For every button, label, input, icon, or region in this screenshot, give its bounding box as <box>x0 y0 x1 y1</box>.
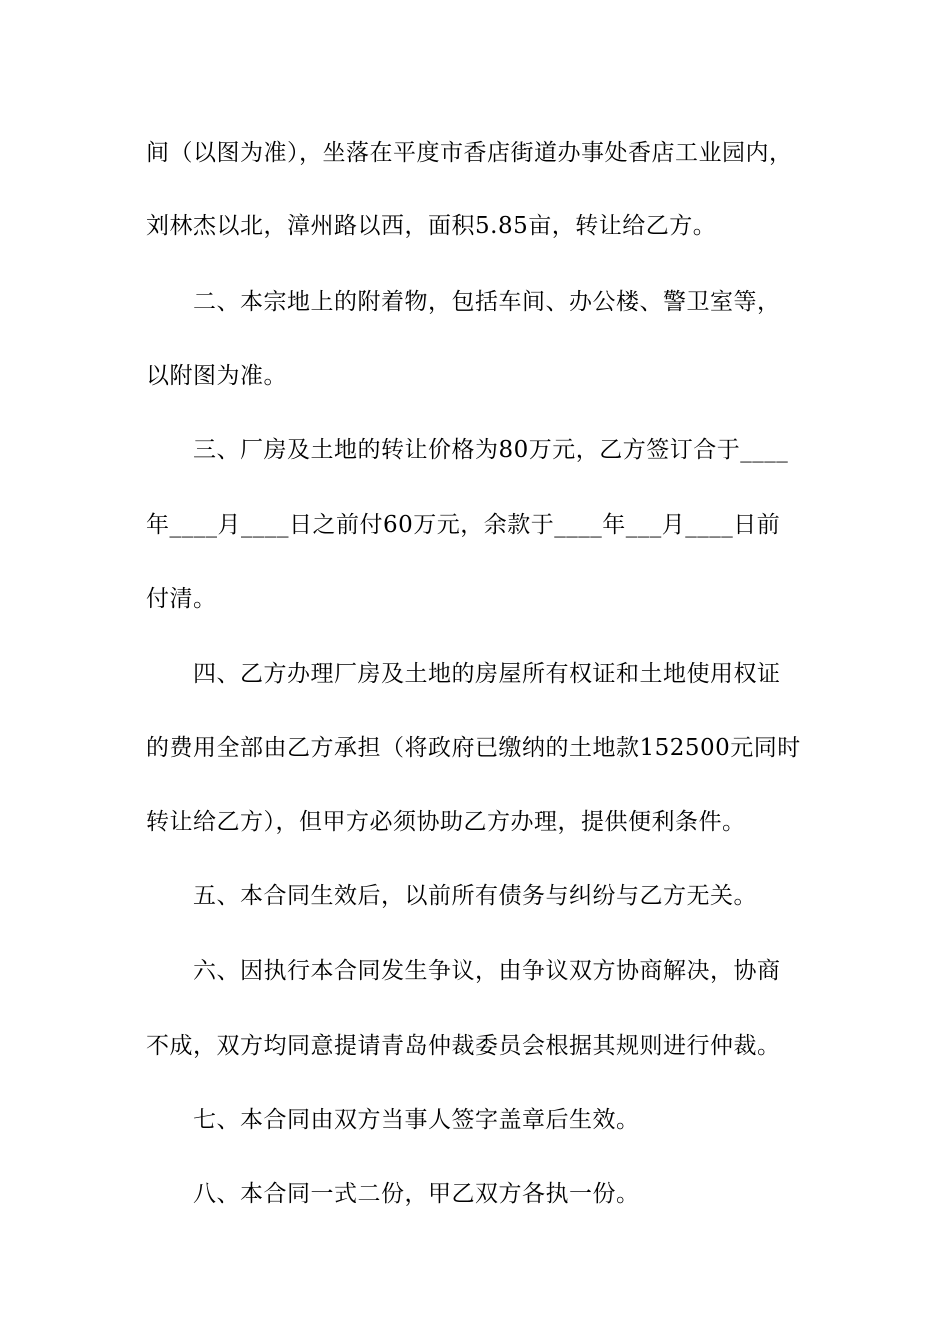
clause-2-line-2: 以附图为准。 <box>146 363 287 389</box>
clause-4-line-3: 转让给乙方），但甲方必须协助乙方办理，提供便利条件。 <box>146 809 746 835</box>
clause-6-line-1: 六、因执行本合同发生争议，由争议双方协商解决，协商 <box>193 958 781 984</box>
text-line-1: 间（以图为准），坐落在平度市香店街道办事处香店工业园内， <box>146 140 793 166</box>
clause-4-line-1: 四、乙方办理厂房及土地的房屋所有权证和土地使用权证 <box>193 661 781 687</box>
clause-4-line-2: 的费用全部由乙方承担（将政府已缴纳的土地款152500元同时 <box>146 735 801 761</box>
clause-2-line-1: 二、本宗地上的附着物，包括车间、办公楼、警卫室等， <box>193 289 781 315</box>
clause-3-line-1: 三、厂房及土地的转让价格为80万元，乙方签订合于____ <box>193 437 789 463</box>
clause-3-line-3: 付清。 <box>146 586 217 612</box>
text-line-2: 刘林杰以北，漳州路以西，面积5.85亩，转让给乙方。 <box>146 213 717 239</box>
clause-7-line-1: 七、本合同由双方当事人签字盖章后生效。 <box>193 1107 640 1133</box>
clause-8-line-1: 八、本合同一式二份，甲乙双方各执一份。 <box>193 1181 640 1207</box>
clause-6-line-2: 不成，双方均同意提请青岛仲裁委员会根据其规则进行仲裁。 <box>146 1033 781 1059</box>
clause-3-line-2: 年____月____日之前付60万元，余款于____年___月____日前 <box>146 512 781 538</box>
clause-5-line-1: 五、本合同生效后，以前所有债务与纠纷与乙方无关。 <box>193 883 757 909</box>
